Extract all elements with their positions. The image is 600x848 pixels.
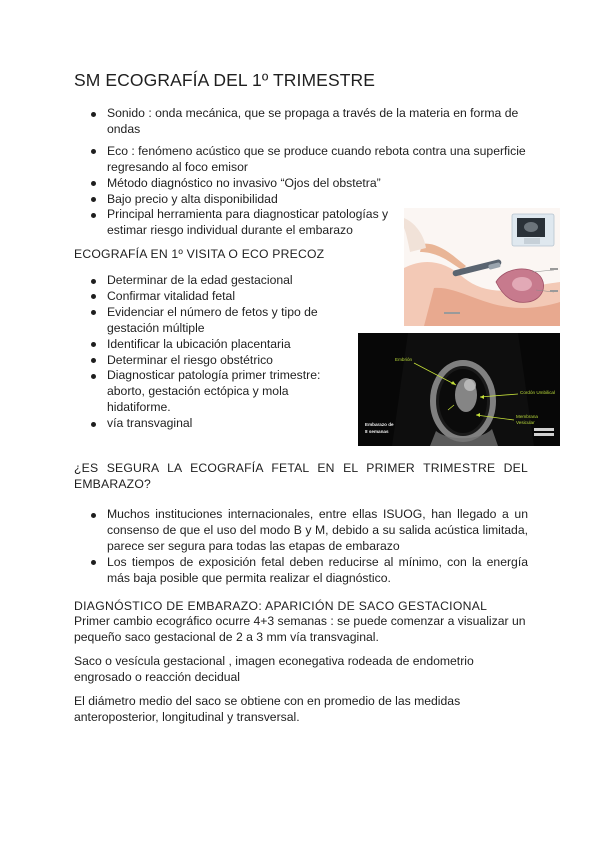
page-title: SM ECOGRAFÍA DEL 1º TRIMESTRE	[74, 70, 376, 90]
ultrasound-image	[358, 333, 560, 446]
safety-list	[90, 507, 528, 587]
ultrasound-label-membrane-1: Membrana	[516, 414, 538, 419]
ultrasound-caption-2: 8 semanas	[365, 429, 389, 434]
section-heading-diagnosis: DIAGNÓSTICO DE EMBARAZO: APARICIÓN DE SACO GESTACIONAL	[74, 599, 488, 613]
ultrasound-label-embryo: Embrión	[395, 357, 413, 362]
list-item: Muchos instituciones internacionales, entre ellas ISUOG, han llegado a un consenso de que el uso del modo B y M, debido a su salida acústica limitada, parece ser segura para todas las etapas de embarazo	[90, 507, 528, 555]
list-item: Los tiempos de exposición fetal deben reducirse al mínimo, con la energía más baja posible que permita realizar el diagnóstico.	[90, 555, 528, 587]
list-item: Principal herramienta para diagnosticar patologías y estimar riesgo individual durante el embarazo	[90, 207, 407, 239]
list-item: Confirmar vitalidad fetal	[90, 289, 370, 305]
transvaginal-drawing	[404, 208, 560, 326]
list-item: Evidenciar el número de fetos y tipo de gestación múltiple	[90, 305, 370, 337]
section-heading-eco-precoz: ECOGRAFÍA EN 1º VISITA O ECO PRECOZ	[74, 247, 325, 261]
diagnosis-paragraph-2: Saco o vesícula gestacional , imagen econegativa rodeada de endometrio engrosado o reacción decidual	[74, 654, 474, 684]
list-item: vía transvaginal	[90, 416, 370, 432]
list-item: Método diagnóstico no invasivo “Ojos del obstetra”	[90, 176, 530, 192]
transvaginal-illustration	[404, 208, 560, 326]
diagnosis-paragraph-3: El diámetro medio del saco se obtiene con en promedio de las medidas anteroposterior, longitudinal y transversal.	[74, 694, 461, 724]
list-item: Sonido : onda mecánica, que se propaga a través de la materia en forma de ondas	[90, 106, 530, 138]
diagnosis-paragraph-1: Primer cambio ecográfico ocurre 4+3 semanas : se puede comenzar a visualizar un pequeño saco gestacional de 2 a 3 mm vía transvaginal.	[74, 614, 526, 644]
list-item: Determinar de la edad gestacional	[90, 273, 370, 289]
list-item: Determinar el riesgo obstétrico	[90, 353, 370, 369]
list-item: Bajo precio y alta disponibilidad	[90, 192, 530, 208]
list-item: Eco : fenómeno acústico que se produce cuando rebota contra una superficie regresando al foco emisor	[90, 144, 530, 176]
list-item: Identificar la ubicación placentaria	[90, 337, 370, 353]
ultrasound-label-cord: Cordón Umbilical	[520, 390, 555, 395]
ultrasound-caption-1: Embarazo de	[365, 422, 394, 427]
section-heading-safety-line-1: ¿ES SEGURA LA ECOGRAFÍA FETAL EN EL PRIMER TRIMESTRE DEL EMBARAZO?	[74, 461, 528, 491]
eco-precoz-list	[90, 273, 370, 432]
list-item: Diagnosticar patología primer trimestre: aborto, gestación ectópica y mola hidatiforme.	[90, 368, 332, 416]
ultrasound-label-membrane-2: Vesicular	[516, 420, 535, 425]
